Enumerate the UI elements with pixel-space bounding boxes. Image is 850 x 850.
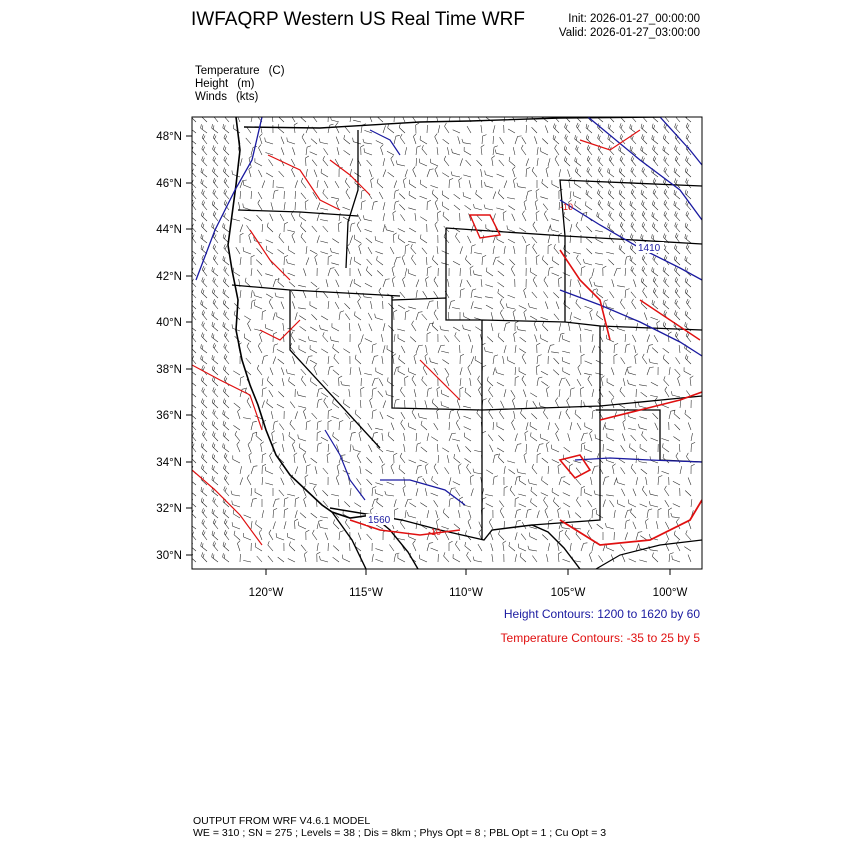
wind-barb-field xyxy=(190,112,695,562)
map-frame xyxy=(192,117,702,569)
height-contour-legend: Height Contours: 1200 to 1620 by 60 xyxy=(503,607,700,621)
temperature-contour-legend: Temperature Contours: -35 to 25 by 5 xyxy=(500,631,700,645)
lon-label: 115°W xyxy=(349,587,383,599)
lat-label: 44°N xyxy=(156,224,182,236)
lat-label: 42°N xyxy=(156,271,182,283)
longitude-axis xyxy=(249,569,688,599)
map-title: IWFAQRP Western US Real Time WRF xyxy=(191,9,525,30)
temperature-contour-label: -10 xyxy=(560,202,574,212)
lat-label: 36°N xyxy=(156,410,182,422)
map-borders xyxy=(228,117,702,569)
model-info-line-2: WE = 310 ; SN = 275 ; Levels = 38 ; Dis = 8km ; Phys Opt = 8 ; PBL Opt = 1 ; Cu Opt = 3 xyxy=(193,827,607,839)
init-time: Init: 2026-01-27_00:00:00 xyxy=(568,13,700,25)
model-info-line-1: OUTPUT FROM WRF V4.6.1 MODEL xyxy=(193,815,371,827)
lon-label: 110°W xyxy=(449,587,483,599)
valid-time: Valid: 2026-01-27_03:00:00 xyxy=(558,27,700,39)
field-temperature: Temperature (C) xyxy=(195,65,285,77)
contour-labels xyxy=(366,202,664,537)
lat-label: 30°N xyxy=(156,550,182,562)
height-contour-label: 1410 xyxy=(638,243,661,254)
lat-label: 48°N xyxy=(156,131,182,143)
lat-label: 46°N xyxy=(156,178,182,190)
lat-label: 34°N xyxy=(156,457,182,469)
lon-label: 100°W xyxy=(652,587,688,599)
latitude-axis xyxy=(156,131,192,562)
lon-label: 105°W xyxy=(550,587,586,599)
lon-label: 120°W xyxy=(248,587,284,599)
height-contour-label: 1560 xyxy=(368,515,391,526)
field-winds: Winds (kts) xyxy=(195,91,259,103)
lat-label: 38°N xyxy=(156,364,182,376)
lat-label: 32°N xyxy=(156,503,182,515)
lat-label: 40°N xyxy=(156,317,182,329)
field-height: Height (m) xyxy=(195,78,255,90)
wind-barbs xyxy=(190,112,695,562)
temperature-contour-label: -10 xyxy=(428,527,442,537)
